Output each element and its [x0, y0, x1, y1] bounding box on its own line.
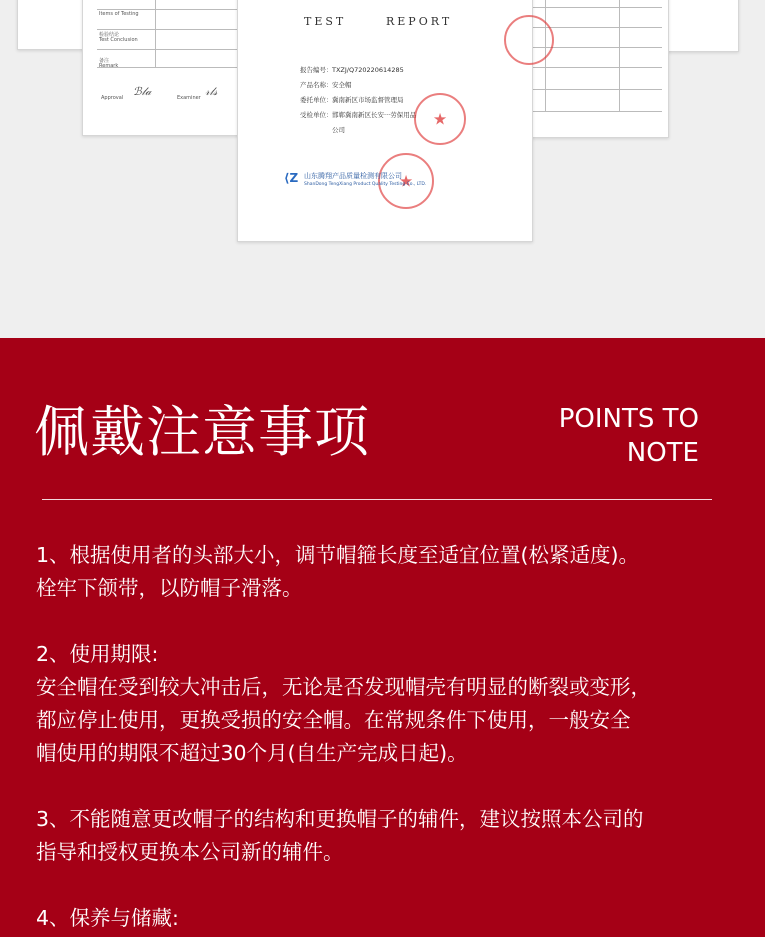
- note-line: 帽使用的期限不超过30个月(自生产完成日起)。: [36, 741, 468, 765]
- divider: [42, 499, 712, 500]
- red-seal-stamp: [414, 93, 466, 145]
- sign-label: Examiner: [177, 95, 201, 101]
- star-icon: ★: [432, 109, 448, 129]
- field-value: 公司: [332, 126, 345, 134]
- field-value: TXZJ/Q720220614285: [332, 66, 404, 74]
- report-field: [300, 80, 352, 89]
- note-title: 4、保养与储藏:: [36, 906, 179, 930]
- notes-body: [36, 539, 736, 935]
- field-label: 委托单位：: [300, 96, 333, 104]
- heading-english-line: NOTE: [626, 438, 699, 468]
- heading-english-line: POINTS TO: [558, 404, 699, 434]
- company-name-en: ShanDong TengXiang Product Quality Testing Co., LTD.: [304, 182, 427, 187]
- note-line: 3、不能随意更改帽子的结构和更换帽子的辅件，建议按照本公司的: [36, 807, 644, 831]
- field-label: 产品名称：: [300, 81, 333, 89]
- report-field: [300, 110, 416, 119]
- red-seal-stamp: [504, 15, 554, 65]
- row-label: Items of Testing: [99, 11, 139, 17]
- row-label: Remark: [99, 63, 119, 69]
- field-value: 安全帽: [332, 81, 352, 89]
- field-label: 受检单位：: [300, 111, 333, 119]
- company-name: 山东腾翔产品质量检测有限公司: [304, 172, 402, 180]
- report-title-left: TEST: [304, 15, 347, 28]
- note-line: 栓牢下颌带，以防帽子滑落。: [36, 576, 303, 600]
- signature-image: 𝓇𝓁𝓈: [205, 85, 218, 98]
- row-label: Test Conclusion: [99, 37, 138, 43]
- note-line: 1、根据使用者的头部大小，调节帽箍长度至适宜位置(松紧适度)。: [36, 543, 640, 567]
- report-photo-area: [0, 0, 765, 338]
- red-seal-stamp: [378, 153, 434, 209]
- section-heading: 佩戴注意事项: [34, 400, 371, 464]
- star-icon: ★: [398, 171, 414, 191]
- note-line: 指导和授权更换本公司新的辅件。: [36, 840, 344, 864]
- field-value: 邯郸冀南新区长安···劳保用品: [332, 111, 417, 119]
- note-line: 都应停止使用，更换受损的安全帽。在常规条件下使用，一般安全: [36, 708, 631, 732]
- note-line: 安全帽在受到较大冲击后，无论是否发现帽壳有明显的断裂或变形，: [36, 675, 651, 699]
- test-report-cover: [237, 0, 533, 242]
- report-field: [300, 65, 404, 74]
- report-field: [300, 95, 404, 104]
- field-value: 冀南新区市场监督管理局: [332, 96, 404, 104]
- report-field: [300, 125, 345, 134]
- signature-image: ℬ𝓁𝒶: [133, 85, 152, 98]
- notes-section: [0, 338, 765, 937]
- section-heading-english: [559, 402, 699, 470]
- report-title-right: REPORT: [386, 15, 453, 28]
- row-label: 备注: [99, 58, 110, 64]
- note-title: 2、使用期限:: [36, 642, 159, 666]
- company-logo-icon: ⟨Z: [284, 171, 299, 185]
- field-label: 报告编号：: [300, 66, 333, 74]
- row-label: 检验结论: [99, 32, 120, 38]
- report-page-right: [528, 0, 669, 138]
- sign-label: Approval: [101, 95, 124, 101]
